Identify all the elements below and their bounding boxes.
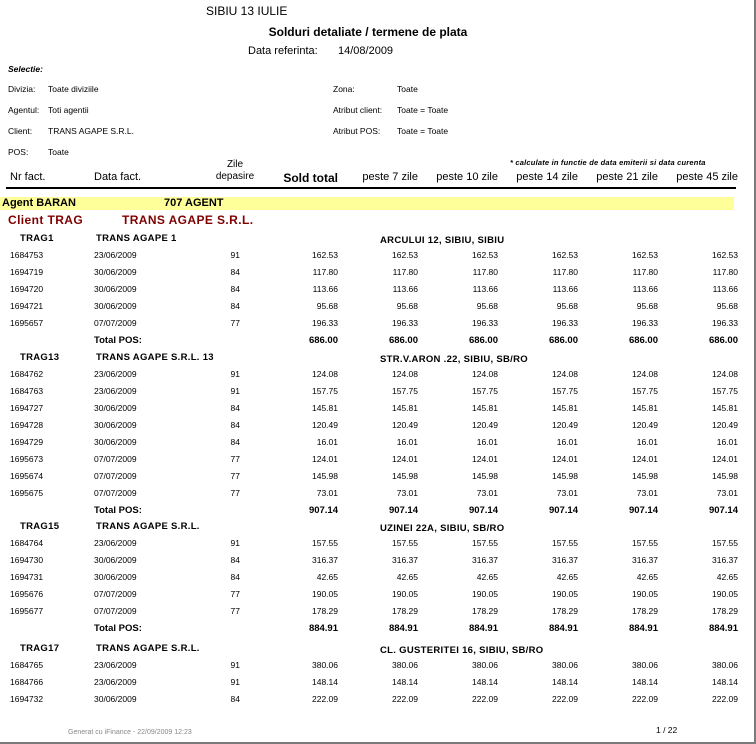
total-pos-label: Total POS: bbox=[94, 623, 142, 634]
total-pos-value: 686.00 bbox=[308, 335, 338, 346]
aging-bucket-cell: 196.33 bbox=[392, 318, 418, 328]
pos-name: TRANS AGAPE S.R.L. 13 bbox=[96, 352, 214, 363]
aging-bucket-cell: 145.98 bbox=[712, 471, 738, 481]
aging-bucket-cell: 124.08 bbox=[552, 369, 578, 379]
aging-bucket-cell: 16.01 bbox=[476, 437, 498, 447]
aging-bucket-cell: 145.98 bbox=[632, 471, 658, 481]
overdue-days: 84 bbox=[230, 437, 240, 447]
agent-code: 707 AGENT bbox=[164, 197, 224, 209]
aging-bucket-cell: 162.53 bbox=[712, 250, 738, 260]
aging-bucket-cell: 124.01 bbox=[392, 454, 418, 464]
aging-bucket-cell: 178.29 bbox=[472, 606, 498, 616]
invoice-number: 1684762 bbox=[10, 369, 44, 379]
invoice-number: 1695676 bbox=[10, 589, 44, 599]
invoice-number: 1694719 bbox=[10, 267, 44, 277]
aging-bucket-cell: 120.49 bbox=[472, 420, 498, 430]
sold-total-cell: 73.01 bbox=[316, 488, 338, 498]
sold-total-cell: 145.81 bbox=[312, 403, 338, 413]
aging-bucket-cell: 16.01 bbox=[556, 437, 578, 447]
selection-title: Selectie: bbox=[8, 64, 43, 74]
aging-bucket-cell: 157.55 bbox=[712, 538, 738, 548]
aging-bucket-cell: 73.01 bbox=[556, 488, 578, 498]
sold-total-cell: 124.08 bbox=[312, 369, 338, 379]
total-pos-value: 907.14 bbox=[628, 505, 658, 516]
overdue-days: 91 bbox=[230, 677, 240, 687]
aging-bucket-cell: 145.81 bbox=[632, 403, 658, 413]
company-name: SIBIU 13 IULIE bbox=[206, 4, 288, 18]
total-pos-label: Total POS: bbox=[94, 505, 142, 516]
overdue-days: 84 bbox=[230, 284, 240, 294]
aging-bucket-cell: 190.05 bbox=[392, 589, 418, 599]
aging-bucket-cell: 316.37 bbox=[472, 555, 498, 565]
col-zile-line2: depasire bbox=[215, 171, 255, 182]
aging-bucket-cell: 117.80 bbox=[712, 267, 738, 277]
aging-bucket-cell: 316.37 bbox=[552, 555, 578, 565]
calculation-note: * calculate in functie de data emiterii si data curenta bbox=[510, 158, 706, 167]
aging-bucket-cell: 178.29 bbox=[392, 606, 418, 616]
aging-bucket-cell: 145.81 bbox=[472, 403, 498, 413]
invoice-number: 1694720 bbox=[10, 284, 44, 294]
sold-total-cell: 95.68 bbox=[316, 301, 338, 311]
aging-bucket-cell: 222.09 bbox=[472, 694, 498, 704]
aging-bucket-cell: 380.06 bbox=[472, 660, 498, 670]
pos-address: CL. GUSTERITEI 16, SIBIU, SB/RO bbox=[380, 645, 544, 656]
aging-bucket-cell: 162.53 bbox=[472, 250, 498, 260]
invoice-number: 1695677 bbox=[10, 606, 44, 616]
total-pos-value: 907.14 bbox=[708, 505, 738, 516]
aging-bucket-cell: 124.01 bbox=[552, 454, 578, 464]
invoice-date: 23/06/2009 bbox=[94, 386, 137, 396]
overdue-days: 91 bbox=[230, 250, 240, 260]
aging-bucket-cell: 178.29 bbox=[712, 606, 738, 616]
invoice-number: 1684753 bbox=[10, 250, 44, 260]
aging-bucket-cell: 95.68 bbox=[396, 301, 418, 311]
invoice-date: 30/06/2009 bbox=[94, 572, 137, 582]
aging-bucket-cell: 73.01 bbox=[636, 488, 658, 498]
overdue-days: 91 bbox=[230, 538, 240, 548]
total-pos-value: 907.14 bbox=[388, 505, 418, 516]
report-title: Solduri detaliate / termene de plata bbox=[268, 25, 468, 39]
reference-date-value: 14/08/2009 bbox=[338, 45, 394, 57]
atribut-client-label: Atribut client: bbox=[333, 105, 383, 115]
aging-bucket-cell: 380.06 bbox=[712, 660, 738, 670]
overdue-days: 77 bbox=[230, 318, 240, 328]
aging-bucket-cell: 148.14 bbox=[472, 677, 498, 687]
aging-bucket-cell: 117.80 bbox=[632, 267, 658, 277]
aging-bucket-cell: 117.80 bbox=[552, 267, 578, 277]
pos-name: TRANS AGAPE 1 bbox=[96, 233, 177, 244]
aging-bucket-cell: 162.53 bbox=[552, 250, 578, 260]
sold-total-cell: 157.75 bbox=[312, 386, 338, 396]
footer-page-number: 1 / 22 bbox=[656, 725, 678, 735]
total-pos-value: 907.14 bbox=[468, 505, 498, 516]
agentul-label: Agentul: bbox=[8, 105, 40, 115]
invoice-date: 07/07/2009 bbox=[94, 471, 137, 481]
aging-bucket-cell: 222.09 bbox=[712, 694, 738, 704]
overdue-days: 91 bbox=[230, 660, 240, 670]
sold-total-cell: 16.01 bbox=[316, 437, 338, 447]
invoice-date: 30/06/2009 bbox=[94, 437, 137, 447]
overdue-days: 91 bbox=[230, 386, 240, 396]
aging-bucket-cell: 380.06 bbox=[632, 660, 658, 670]
aging-bucket-cell: 190.05 bbox=[632, 589, 658, 599]
sold-total-cell: 196.33 bbox=[312, 318, 338, 328]
sold-total-cell: 117.80 bbox=[312, 267, 338, 277]
overdue-days: 84 bbox=[230, 301, 240, 311]
aging-bucket-cell: 157.75 bbox=[392, 386, 418, 396]
invoice-date: 07/07/2009 bbox=[94, 318, 137, 328]
col-peste-14: peste 14 zile bbox=[516, 171, 578, 183]
col-zile-line1: Zile bbox=[226, 159, 244, 170]
aging-bucket-cell: 16.01 bbox=[716, 437, 738, 447]
col-zile-depasire bbox=[212, 159, 258, 183]
total-pos-value: 884.91 bbox=[548, 623, 578, 634]
aging-bucket-cell: 120.49 bbox=[712, 420, 738, 430]
aging-bucket-cell: 120.49 bbox=[392, 420, 418, 430]
pos-value: Toate bbox=[48, 147, 69, 157]
aging-bucket-cell: 157.75 bbox=[552, 386, 578, 396]
invoice-date: 07/07/2009 bbox=[94, 454, 137, 464]
sold-total-cell: 222.09 bbox=[312, 694, 338, 704]
aging-bucket-cell: 316.37 bbox=[632, 555, 658, 565]
invoice-date: 23/06/2009 bbox=[94, 250, 137, 260]
aging-bucket-cell: 113.66 bbox=[472, 284, 498, 294]
invoice-date: 30/06/2009 bbox=[94, 284, 137, 294]
aging-bucket-cell: 380.06 bbox=[392, 660, 418, 670]
aging-bucket-cell: 190.05 bbox=[472, 589, 498, 599]
aging-bucket-cell: 222.09 bbox=[552, 694, 578, 704]
aging-bucket-cell: 148.14 bbox=[392, 677, 418, 687]
header-separator bbox=[6, 187, 736, 189]
invoice-number: 1695657 bbox=[10, 318, 44, 328]
total-pos-value: 884.91 bbox=[628, 623, 658, 634]
aging-bucket-cell: 157.55 bbox=[392, 538, 418, 548]
aging-bucket-cell: 157.55 bbox=[552, 538, 578, 548]
divizia-value: Toate diviziile bbox=[48, 84, 99, 94]
aging-bucket-cell: 157.75 bbox=[472, 386, 498, 396]
aging-bucket-cell: 113.66 bbox=[392, 284, 418, 294]
overdue-days: 77 bbox=[230, 471, 240, 481]
aging-bucket-cell: 124.08 bbox=[392, 369, 418, 379]
aging-bucket-cell: 124.08 bbox=[712, 369, 738, 379]
col-peste-45: peste 45 zile bbox=[676, 171, 738, 183]
aging-bucket-cell: 148.14 bbox=[632, 677, 658, 687]
total-pos-value: 686.00 bbox=[548, 335, 578, 346]
aging-bucket-cell: 73.01 bbox=[716, 488, 738, 498]
col-sold-total: Sold total bbox=[283, 171, 338, 185]
aging-bucket-cell: 145.81 bbox=[392, 403, 418, 413]
aging-bucket-cell: 157.75 bbox=[632, 386, 658, 396]
atribut-pos-label: Atribut POS: bbox=[333, 126, 381, 136]
aging-bucket-cell: 178.29 bbox=[632, 606, 658, 616]
aging-bucket-cell: 120.49 bbox=[552, 420, 578, 430]
aging-bucket-cell: 16.01 bbox=[396, 437, 418, 447]
pos-name: TRANS AGAPE S.R.L. bbox=[96, 643, 200, 654]
pos-code: TRAG17 bbox=[20, 643, 60, 654]
invoice-date: 07/07/2009 bbox=[94, 589, 137, 599]
aging-bucket-cell: 124.01 bbox=[712, 454, 738, 464]
overdue-days: 77 bbox=[230, 488, 240, 498]
sold-total-cell: 178.29 bbox=[312, 606, 338, 616]
aging-bucket-cell: 157.75 bbox=[712, 386, 738, 396]
aging-bucket-cell: 157.55 bbox=[472, 538, 498, 548]
aging-bucket-cell: 73.01 bbox=[476, 488, 498, 498]
invoice-number: 1684766 bbox=[10, 677, 44, 687]
total-pos-label: Total POS: bbox=[94, 335, 142, 346]
pos-code: TRAG13 bbox=[20, 352, 60, 363]
aging-bucket-cell: 95.68 bbox=[556, 301, 578, 311]
aging-bucket-cell: 124.08 bbox=[632, 369, 658, 379]
overdue-days: 84 bbox=[230, 403, 240, 413]
invoice-number: 1684764 bbox=[10, 538, 44, 548]
invoice-date: 07/07/2009 bbox=[94, 488, 137, 498]
pos-code: TRAG1 bbox=[20, 233, 54, 244]
aging-bucket-cell: 148.14 bbox=[712, 677, 738, 687]
reference-date-label: Data referinta: bbox=[248, 45, 318, 57]
invoice-date: 30/06/2009 bbox=[94, 420, 137, 430]
col-nr-fact: Nr fact. bbox=[10, 171, 46, 183]
pos-name: TRANS AGAPE S.R.L. bbox=[96, 521, 200, 532]
aging-bucket-cell: 145.98 bbox=[392, 471, 418, 481]
aging-bucket-cell: 157.55 bbox=[632, 538, 658, 548]
invoice-date: 30/06/2009 bbox=[94, 694, 137, 704]
invoice-number: 1694729 bbox=[10, 437, 44, 447]
col-peste-10: peste 10 zile bbox=[436, 171, 498, 183]
aging-bucket-cell: 222.09 bbox=[632, 694, 658, 704]
aging-bucket-cell: 73.01 bbox=[396, 488, 418, 498]
client-name: TRANS AGAPE S.R.L. bbox=[122, 213, 254, 227]
col-data-fact: Data fact. bbox=[94, 171, 142, 183]
aging-bucket-cell: 316.37 bbox=[712, 555, 738, 565]
invoice-date: 30/06/2009 bbox=[94, 403, 137, 413]
sold-total-cell: 124.01 bbox=[312, 454, 338, 464]
sold-total-cell: 316.37 bbox=[312, 555, 338, 565]
aging-bucket-cell: 42.65 bbox=[396, 572, 418, 582]
invoice-date: 30/06/2009 bbox=[94, 267, 137, 277]
overdue-days: 84 bbox=[230, 420, 240, 430]
aging-bucket-cell: 117.80 bbox=[392, 267, 418, 277]
aging-bucket-cell: 162.53 bbox=[632, 250, 658, 260]
aging-bucket-cell: 222.09 bbox=[392, 694, 418, 704]
aging-bucket-cell: 124.08 bbox=[472, 369, 498, 379]
invoice-date: 07/07/2009 bbox=[94, 606, 137, 616]
aging-bucket-cell: 145.81 bbox=[552, 403, 578, 413]
aging-bucket-cell: 113.66 bbox=[712, 284, 738, 294]
invoice-number: 1694732 bbox=[10, 694, 44, 704]
sold-total-cell: 120.49 bbox=[312, 420, 338, 430]
invoice-number: 1695674 bbox=[10, 471, 44, 481]
invoice-date: 23/06/2009 bbox=[94, 677, 137, 687]
invoice-date: 23/06/2009 bbox=[94, 369, 137, 379]
sold-total-cell: 113.66 bbox=[312, 284, 338, 294]
aging-bucket-cell: 190.05 bbox=[712, 589, 738, 599]
client-filter-label: Client: bbox=[8, 126, 33, 136]
sold-total-cell: 145.98 bbox=[312, 471, 338, 481]
aging-bucket-cell: 42.65 bbox=[636, 572, 658, 582]
aging-bucket-cell: 124.01 bbox=[632, 454, 658, 464]
sold-total-cell: 148.14 bbox=[312, 677, 338, 687]
agent-band bbox=[0, 197, 734, 210]
sold-total-cell: 157.55 bbox=[312, 538, 338, 548]
aging-bucket-cell: 95.68 bbox=[476, 301, 498, 311]
aging-bucket-cell: 42.65 bbox=[556, 572, 578, 582]
invoice-number: 1684763 bbox=[10, 386, 44, 396]
total-pos-value: 884.91 bbox=[708, 623, 738, 634]
aging-bucket-cell: 42.65 bbox=[716, 572, 738, 582]
sold-total-cell: 42.65 bbox=[316, 572, 338, 582]
total-pos-value: 907.14 bbox=[548, 505, 578, 516]
overdue-days: 84 bbox=[230, 555, 240, 565]
aging-bucket-cell: 196.33 bbox=[472, 318, 498, 328]
overdue-days: 77 bbox=[230, 454, 240, 464]
aging-bucket-cell: 148.14 bbox=[552, 677, 578, 687]
aging-bucket-cell: 380.06 bbox=[552, 660, 578, 670]
sold-total-cell: 190.05 bbox=[312, 589, 338, 599]
aging-bucket-cell: 145.98 bbox=[472, 471, 498, 481]
aging-bucket-cell: 42.65 bbox=[476, 572, 498, 582]
overdue-days: 77 bbox=[230, 606, 240, 616]
client-filter-value: TRANS AGAPE S.R.L. bbox=[48, 126, 134, 136]
overdue-days: 84 bbox=[230, 694, 240, 704]
aging-bucket-cell: 196.33 bbox=[552, 318, 578, 328]
overdue-days: 84 bbox=[230, 267, 240, 277]
aging-bucket-cell: 113.66 bbox=[552, 284, 578, 294]
pos-code: TRAG15 bbox=[20, 521, 60, 532]
total-pos-value: 884.91 bbox=[388, 623, 418, 634]
pos-address: UZINEI 22A, SIBIU, SB/RO bbox=[380, 523, 505, 534]
agent-name: Agent BARAN bbox=[2, 197, 76, 209]
aging-bucket-cell: 145.98 bbox=[552, 471, 578, 481]
total-pos-value: 884.91 bbox=[468, 623, 498, 634]
divizia-label: Divizia: bbox=[8, 84, 36, 94]
sold-total-cell: 162.53 bbox=[312, 250, 338, 260]
aging-bucket-cell: 16.01 bbox=[636, 437, 658, 447]
overdue-days: 84 bbox=[230, 572, 240, 582]
aging-bucket-cell: 113.66 bbox=[632, 284, 658, 294]
aging-bucket-cell: 196.33 bbox=[632, 318, 658, 328]
pos-address: ARCULUI 12, SIBIU, SIBIU bbox=[380, 235, 505, 246]
invoice-number: 1684765 bbox=[10, 660, 44, 670]
aging-bucket-cell: 95.68 bbox=[716, 301, 738, 311]
aging-bucket-cell: 190.05 bbox=[552, 589, 578, 599]
invoice-number: 1694721 bbox=[10, 301, 44, 311]
invoice-number: 1694727 bbox=[10, 403, 44, 413]
sold-total-cell: 380.06 bbox=[312, 660, 338, 670]
invoice-date: 23/06/2009 bbox=[94, 660, 137, 670]
aging-bucket-cell: 120.49 bbox=[632, 420, 658, 430]
atribut-pos-value: Toate = Toate bbox=[397, 126, 449, 136]
zona-value: Toate bbox=[397, 84, 418, 94]
total-pos-value: 686.00 bbox=[708, 335, 738, 346]
agentul-value: Toti agentii bbox=[48, 105, 89, 115]
zona-label: Zona: bbox=[333, 84, 355, 94]
total-pos-value: 686.00 bbox=[388, 335, 418, 346]
overdue-days: 77 bbox=[230, 589, 240, 599]
invoice-number: 1695673 bbox=[10, 454, 44, 464]
aging-bucket-cell: 162.53 bbox=[392, 250, 418, 260]
aging-bucket-cell: 95.68 bbox=[636, 301, 658, 311]
invoice-number: 1694731 bbox=[10, 572, 44, 582]
invoice-number: 1695675 bbox=[10, 488, 44, 498]
invoice-number: 1694730 bbox=[10, 555, 44, 565]
total-pos-value: 884.91 bbox=[308, 623, 338, 634]
atribut-client-value: Toate = Toate bbox=[397, 105, 449, 115]
col-peste-7: peste 7 zile bbox=[362, 171, 418, 183]
footer-generated: Generat cu iFinance - 22/09/2009 12:23 bbox=[68, 729, 192, 736]
aging-bucket-cell: 124.01 bbox=[472, 454, 498, 464]
total-pos-value: 686.00 bbox=[468, 335, 498, 346]
pos-label: POS: bbox=[8, 147, 29, 157]
invoice-number: 1694728 bbox=[10, 420, 44, 430]
invoice-date: 30/06/2009 bbox=[94, 555, 137, 565]
aging-bucket-cell: 178.29 bbox=[552, 606, 578, 616]
col-peste-21: peste 21 zile bbox=[596, 171, 658, 183]
total-pos-value: 686.00 bbox=[628, 335, 658, 346]
aging-bucket-cell: 316.37 bbox=[392, 555, 418, 565]
pos-address: STR.V.ARON .22, SIBIU, SB/RO bbox=[380, 354, 528, 365]
overdue-days: 91 bbox=[230, 369, 240, 379]
aging-bucket-cell: 117.80 bbox=[472, 267, 498, 277]
client-code: Client TRAG bbox=[8, 213, 84, 227]
invoice-date: 30/06/2009 bbox=[94, 301, 137, 311]
aging-bucket-cell: 196.33 bbox=[712, 318, 738, 328]
aging-bucket-cell: 145.81 bbox=[712, 403, 738, 413]
invoice-date: 23/06/2009 bbox=[94, 538, 137, 548]
total-pos-value: 907.14 bbox=[308, 505, 338, 516]
